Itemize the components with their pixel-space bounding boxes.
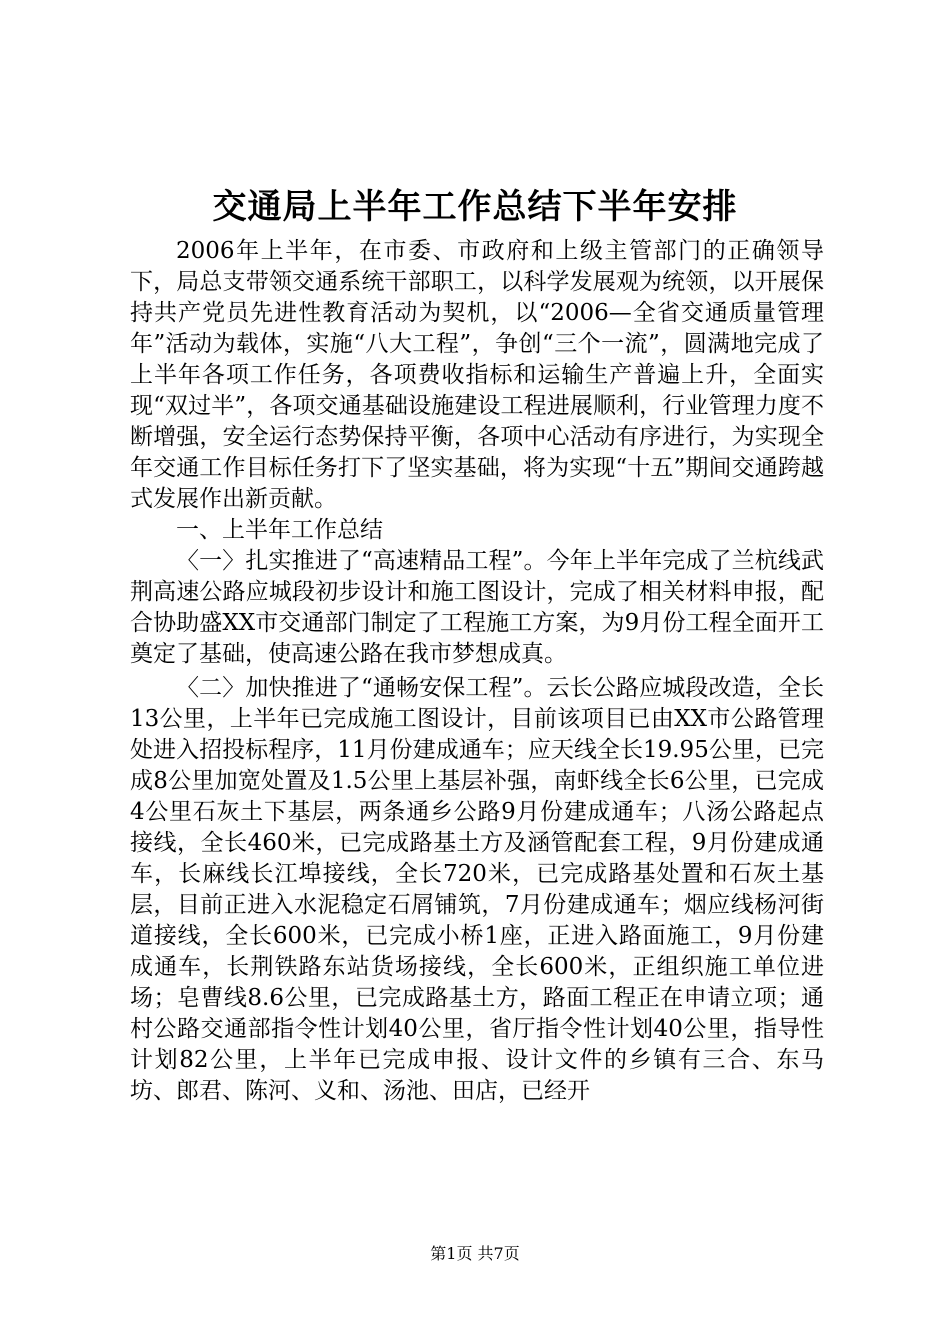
item-two-paragraph: 〈二〉加快推进了“通畅安保工程”。云长公路应城段改造，全长13公里，上半年已完成施工图设计，目前该项目已由XX市公路管理处进入招投标程序，11月份建成通车；应天线全长19.95公里，已完成8公里加宽处置及1.5公里上基层补强，南虾线全长6公里，已完成4公里石灰土下基层，两条通乡公路9月份建成通车；八汤公路起点接线，全长460米，已完成路基土方及涵管配套工程，9月份建成通车，长麻线长江埠接线，全长720米，已完成路基处置和石灰土基层，目前正进入水泥稳定石屑铺筑，7月份建成通车；烟应线杨河街道接线，全长600米，已完成小桥1座，正进入路面施工，9月份建成通车，长荆铁路东站货场接线，全长600米，正组织施工单位进场；皂曹线8.6公里，已完成路基土方，路面工程正在申请立项；通村公路交通部指令性计划40公里，省厅指令性计划40公里，指导性计划82公里，上半年已完成申报、设计文件的乡镇有三合、东马坊、郎君、陈河、义和、汤池、田店，已经开: [130, 675, 824, 1104]
item-one-paragraph: 〈一〉扎实推进了“高速精品工程”。今年上半年完成了兰杭线武荆高速公路应城段初步设计和施工图设计，完成了相关材料申报，配合协助盛XX市交通部门制定了工程施工方案，为9月份工程全面开工奠定了基础，使高速公路在我市梦想成真。: [130, 548, 824, 667]
document-title: 交通局上半年工作总结下半年安排: [212, 187, 738, 227]
intro-paragraph: 2006年上半年，在市委、市政府和上级主管部门的正确领导下，局总支带领交通系统干部职工，以科学发展观为统领，以开展保持共产党员先进性教育活动为契机，以“2006—全省交通质量管理年”活动为载体，实施“八大工程”，争创“三个一流”，圆满地完成了上半年各项工作任务，各项费收指标和运输生产普遍上升，全面实现“双过半”，各项交通基础设施建设工程进展顺利，行业管理力度不断增强，安全运行态势保持平衡，各项中心活动有序进行，为实现全年交通工作目标任务打下了坚实基础，将为实现“十五”期间交通跨越式发展作出新贡献。: [130, 238, 824, 512]
section-heading: 一、上半年工作总结: [176, 517, 383, 543]
page-footer: 第1页 共7页: [430, 1244, 520, 1263]
document-body: [130, 236, 824, 1107]
